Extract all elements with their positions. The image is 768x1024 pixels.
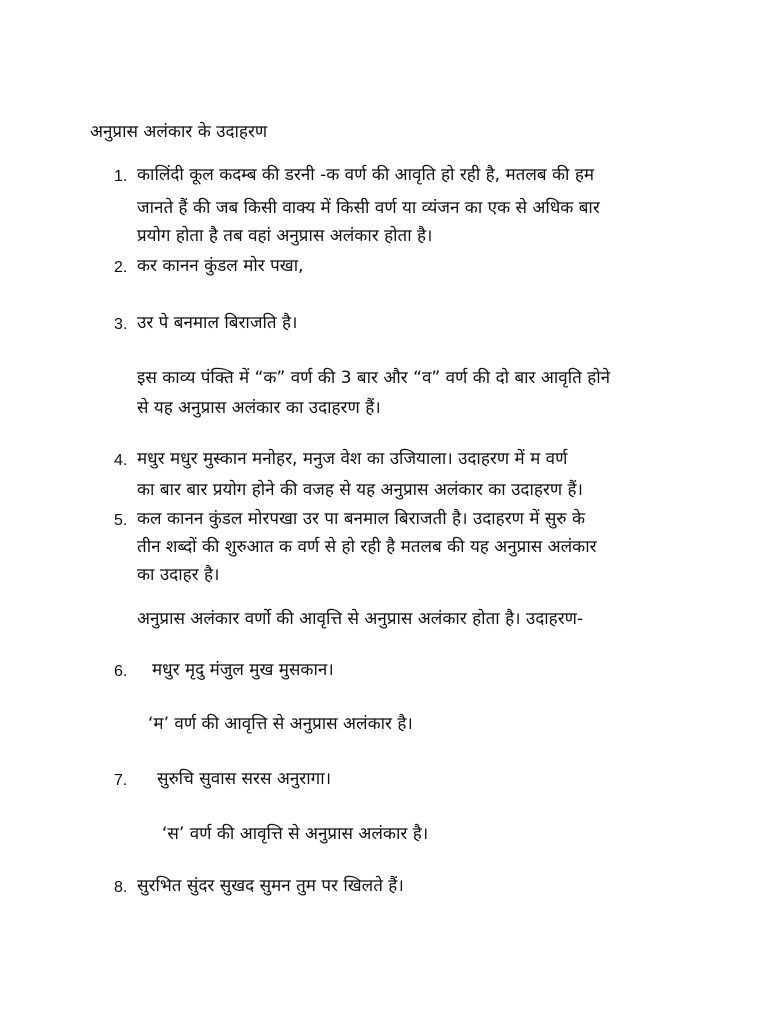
list-item-line: मधुर मधुर मुस्कान मनोहर, मनुज वेश का उजियाला। उदाहरण में म वर्ण bbox=[137, 449, 568, 469]
list-item-line: का उदाहर है। bbox=[137, 565, 220, 585]
list-item-line: तीन शब्दों की शुरुआत क वर्ण से हो रही है मतलब की यह अनुप्रास अलंकार bbox=[137, 537, 597, 557]
list-number: 1. bbox=[114, 168, 128, 185]
list-item-line: सुरुचि सुवास सरस अनुरागा। bbox=[157, 769, 332, 789]
list-number: 4. bbox=[114, 452, 128, 469]
page-heading: अनुप्रास अलंकार के उदाहरण bbox=[90, 122, 268, 142]
explanation-line: ‘स’ वर्ण की आवृत्ति से अनुप्रास अलंकार है। bbox=[162, 824, 429, 844]
explanation-line: इस काव्य पंक्ति में “क” वर्ण की 3 बार और “व” वर्ण की दो बार आवृति होने bbox=[137, 368, 611, 388]
list-item-line: कालिंदी कूल कदम्ब की डरनी -क वर्ण की आवृति हो रही है, मतलब की हम bbox=[137, 165, 595, 185]
list-item-line: का बार बार प्रयोग होने की वजह से यह अनुप्रास अलंकार का उदाहरण हैं। bbox=[137, 480, 583, 500]
explanation-line: से यह अनुप्रास अलंकार का उदाहरण हैं। bbox=[137, 398, 381, 418]
list-item-line: कल कानन कुंडल मोरपखा उर पा बनमाल बिराजती है। उदाहरण में सुरु के bbox=[137, 509, 586, 529]
list-item-line: जानते हैं की जब किसी वाक्य में किसी वर्ण या व्यंजन का एक से अधिक बार bbox=[137, 198, 600, 218]
list-number: 6. bbox=[114, 663, 128, 680]
list-number: 8. bbox=[114, 879, 128, 896]
list-item-line: प्रयोग होता है तब वहां अनुप्रास अलंकार होता है। bbox=[137, 226, 433, 246]
list-number: 7. bbox=[114, 772, 128, 789]
list-number: 3. bbox=[114, 316, 128, 333]
explanation-line: अनुप्रास अलंकार वर्णो की आवृत्ति से अनुप्रास अलंकार होता है। उदाहरण- bbox=[137, 609, 584, 629]
explanation-line: ‘म’ वर्ण की आवृत्ति से अनुप्रास अलंकार है। bbox=[148, 714, 413, 734]
list-item-line: कर कानन कुंडल मोर पखा, bbox=[137, 256, 304, 276]
list-item-line: सुरभित सुंदर सुखद सुमन तुम पर खिलते हैं। bbox=[137, 876, 404, 896]
list-item-line: मधुर मृदु मंजुल मुख मुसकान। bbox=[152, 660, 334, 680]
list-number: 5. bbox=[114, 512, 128, 529]
list-item-line: उर पे बनमाल बिराजति है। bbox=[137, 313, 298, 333]
list-number: 2. bbox=[114, 259, 128, 276]
